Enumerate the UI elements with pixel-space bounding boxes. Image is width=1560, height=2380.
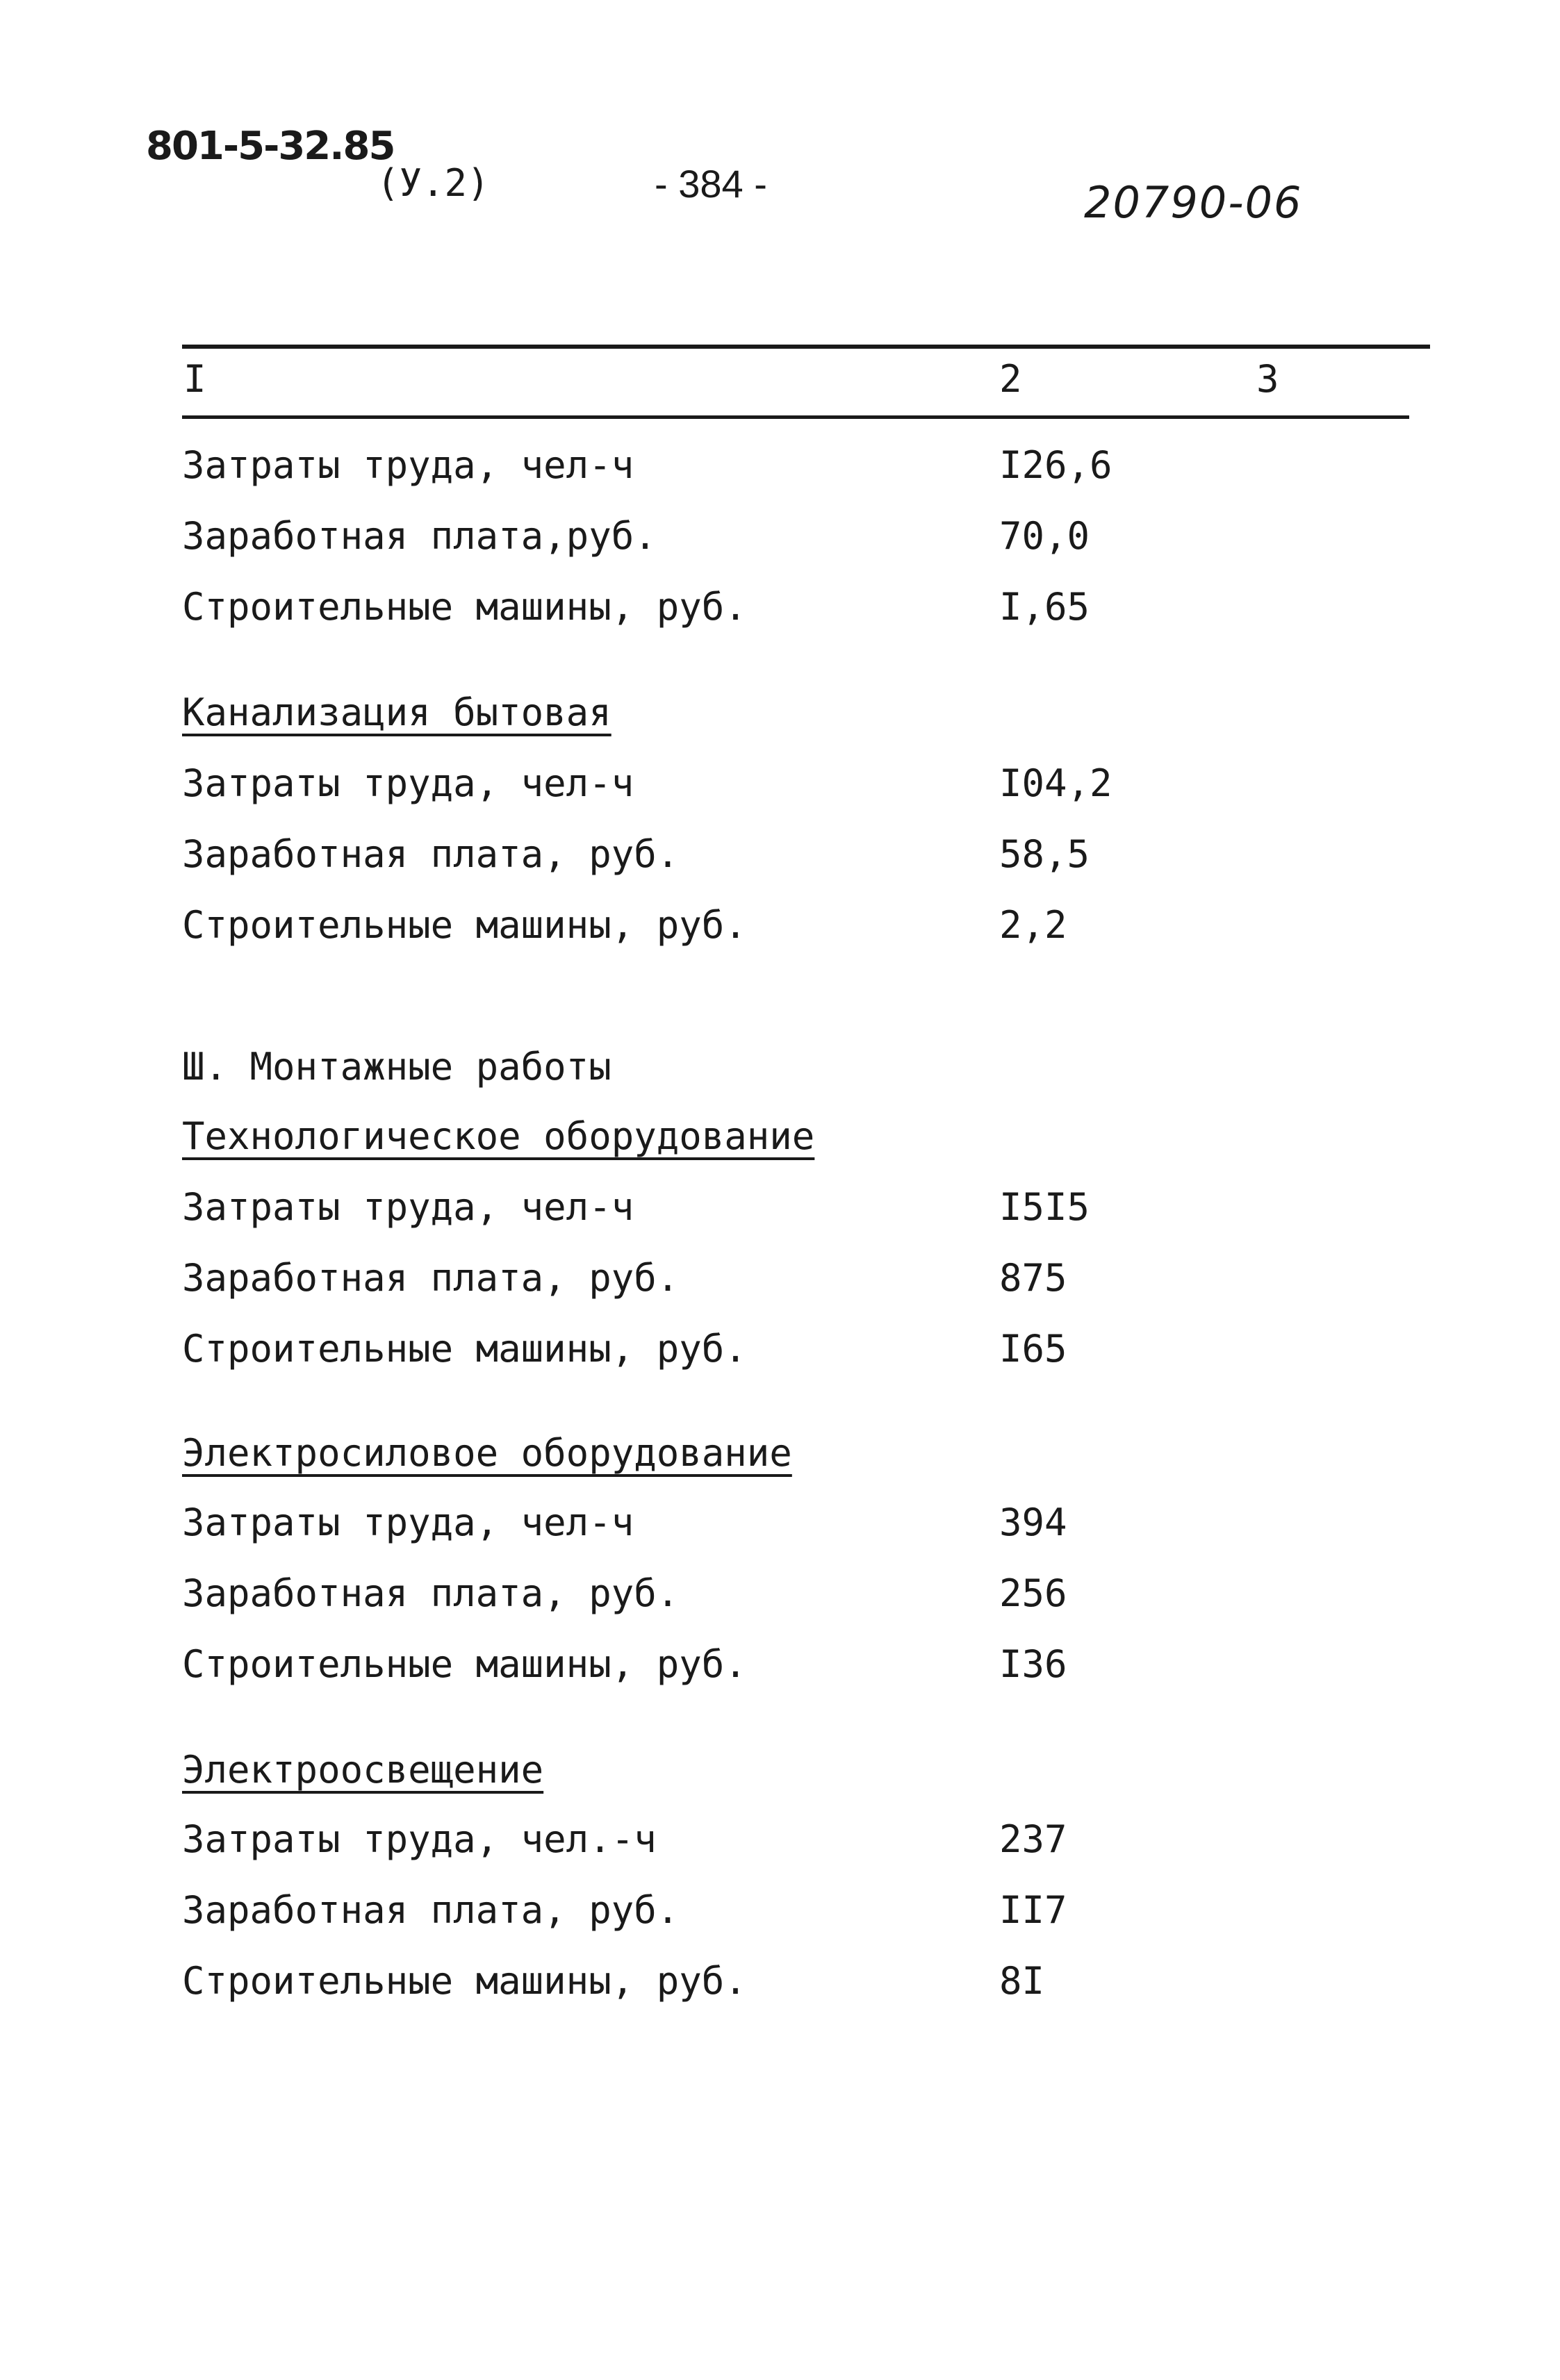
- table-top-rule: [182, 345, 1430, 349]
- row-label: Затраты труда, чел-ч: [182, 1185, 634, 1229]
- row-label: Строительные машины, руб.: [182, 903, 747, 947]
- row-value: I65: [999, 1327, 1067, 1371]
- column-header-1: I: [183, 357, 206, 401]
- row-label: Заработная плата, руб.: [182, 1256, 680, 1300]
- row-value: 256: [999, 1571, 1067, 1615]
- row-label: Заработная плата,руб.: [182, 514, 657, 558]
- table-row: [182, 514, 1363, 570]
- row-label: Затраты труда, чел.-ч: [182, 1817, 657, 1861]
- table-row: [182, 1959, 1363, 2015]
- row-value: I,65: [999, 585, 1090, 629]
- archive-number: 20790-06: [1084, 177, 1303, 228]
- row-label: Строительные машины, руб.: [182, 1327, 747, 1371]
- table-header-rule: [182, 415, 1409, 419]
- section-title: Ш. Монтажные работы: [182, 1045, 611, 1089]
- row-value: 58,5: [999, 832, 1090, 876]
- row-label: Заработная плата, руб.: [182, 1888, 680, 1932]
- row-value: 2,2: [999, 903, 1067, 947]
- row-value: 394: [999, 1501, 1067, 1544]
- row-value: 70,0: [999, 514, 1090, 558]
- row-value: 8I: [999, 1959, 1045, 2003]
- row-value: I36: [999, 1642, 1067, 1686]
- row-value: I26,6: [999, 443, 1112, 487]
- row-value: 875: [999, 1256, 1067, 1300]
- table-row: [182, 1501, 1363, 1556]
- group-title: Электроосвещение: [182, 1748, 544, 1792]
- document-code: 801-5-32.85: [146, 124, 395, 169]
- row-label: Затраты труда, чел-ч: [182, 1501, 634, 1544]
- row-label: Затраты труда, чел-ч: [182, 761, 634, 805]
- table-row: [182, 1817, 1363, 1873]
- row-label: Заработная плата, руб.: [182, 1571, 680, 1615]
- table-row: [182, 1327, 1363, 1382]
- table-row: [182, 832, 1363, 888]
- table-row: [182, 1571, 1363, 1627]
- row-value: 237: [999, 1817, 1067, 1861]
- table-row: [182, 443, 1363, 499]
- table-row: [182, 903, 1363, 959]
- group-title: Технологическое оборудование: [182, 1114, 815, 1158]
- row-value: I04,2: [999, 761, 1112, 805]
- table-row: [182, 1888, 1363, 1944]
- table-row: [182, 1256, 1363, 1312]
- table-row: [182, 585, 1363, 641]
- table-row: [182, 761, 1363, 817]
- table-row: [182, 1642, 1363, 1698]
- row-label: Затраты труда, чел-ч: [182, 443, 634, 487]
- page-number: - 384 -: [655, 162, 767, 206]
- row-value: II7: [999, 1888, 1067, 1932]
- group-title: Канализация бытовая: [182, 691, 611, 734]
- column-header-3: 3: [1256, 357, 1279, 401]
- row-label: Заработная плата, руб.: [182, 832, 680, 876]
- group-title: Электросиловое оборудование: [182, 1431, 792, 1475]
- section-reference: (У.2): [377, 161, 490, 205]
- row-label: Строительные машины, руб.: [182, 1959, 747, 2003]
- row-label: Строительные машины, руб.: [182, 585, 747, 629]
- column-header-2: 2: [999, 357, 1022, 401]
- table-row: [182, 1185, 1363, 1241]
- row-value: I5I5: [999, 1185, 1090, 1229]
- row-label: Строительные машины, руб.: [182, 1642, 747, 1686]
